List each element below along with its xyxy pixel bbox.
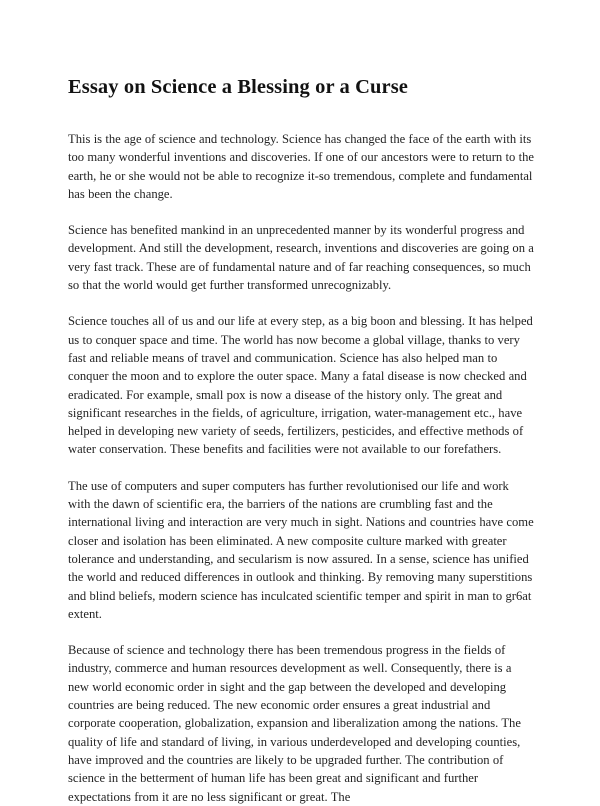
body-paragraph: Science has benefited mankind in an unprecedented manner by its wonderful progress and development. And still the development, research, inventions and discoveries are going on a very fast track. These are of fundamental nature and of far reaching consequences, so much so that the world would get further transformed unrecognizably. — [68, 223, 534, 293]
body-paragraph: Science touches all of us and our life at every step, as a big boon and blessing. It has helped us to conquer space and time. The world has now become a global village, thanks to very fast and reliable means of travel and communication. Science has also helped man to conquer the moon and to explore the outer space. Many a fatal disease is now checked and eradicated. For example, small pox is now a disease of the history only. The great and significant researches in the fields, of agriculture, irrigation, water-management etc., have helped in developing new variety of seeds, fertilizers, pesticides, and effective methods of water conservation. These benefits and facilities were not available to our forefathers. — [68, 314, 533, 457]
body-paragraph: Because of science and technology there has been tremendous progress in the fields of industry, commerce and human resources development as well. Consequently, there is a new world economic order in sight and the gap between the developed and developing countries are being reduced. The new economic order ensures a great industrial and corporate cooperation, globalization, expansion and liberalization among the nations. The quality of life and standard of living, in various underdeveloped and developing counties, have improved and the countries are likely to be upgraded further. The contribution of science in the betterment of human life has been great and significant and further expectations from it are no less significant or great. The — [68, 643, 521, 804]
body-paragraph: The use of computers and super computers has further revolutionised our life and work with the dawn of scientific era, the barriers of the nations are crumbling fast and the international living and interaction are very much in sight. Nations and countries have come closer and isolation has been eliminated. A new composite culture marked with greater tolerance and understanding, and secularism is now assured. In a sense, science has unified the world and reduced differences in outlook and thinking. By removing many superstitions and blind beliefs, modern science has inculcated scientific temper and spirit in man to gr6at extent. — [68, 478, 534, 621]
page-title: Essay on Science a Blessing or a Curse — [68, 76, 408, 98]
body-paragraph: This is the age of science and technology. Science has changed the face of the earth with its too many wonderful inventions and discoveries. If one of our ancestors were to return to the earth, he or she would not be able to recognize it-so tremendous, complete and fundamental has been the change. — [68, 132, 534, 201]
document-body — [68, 74, 534, 806]
